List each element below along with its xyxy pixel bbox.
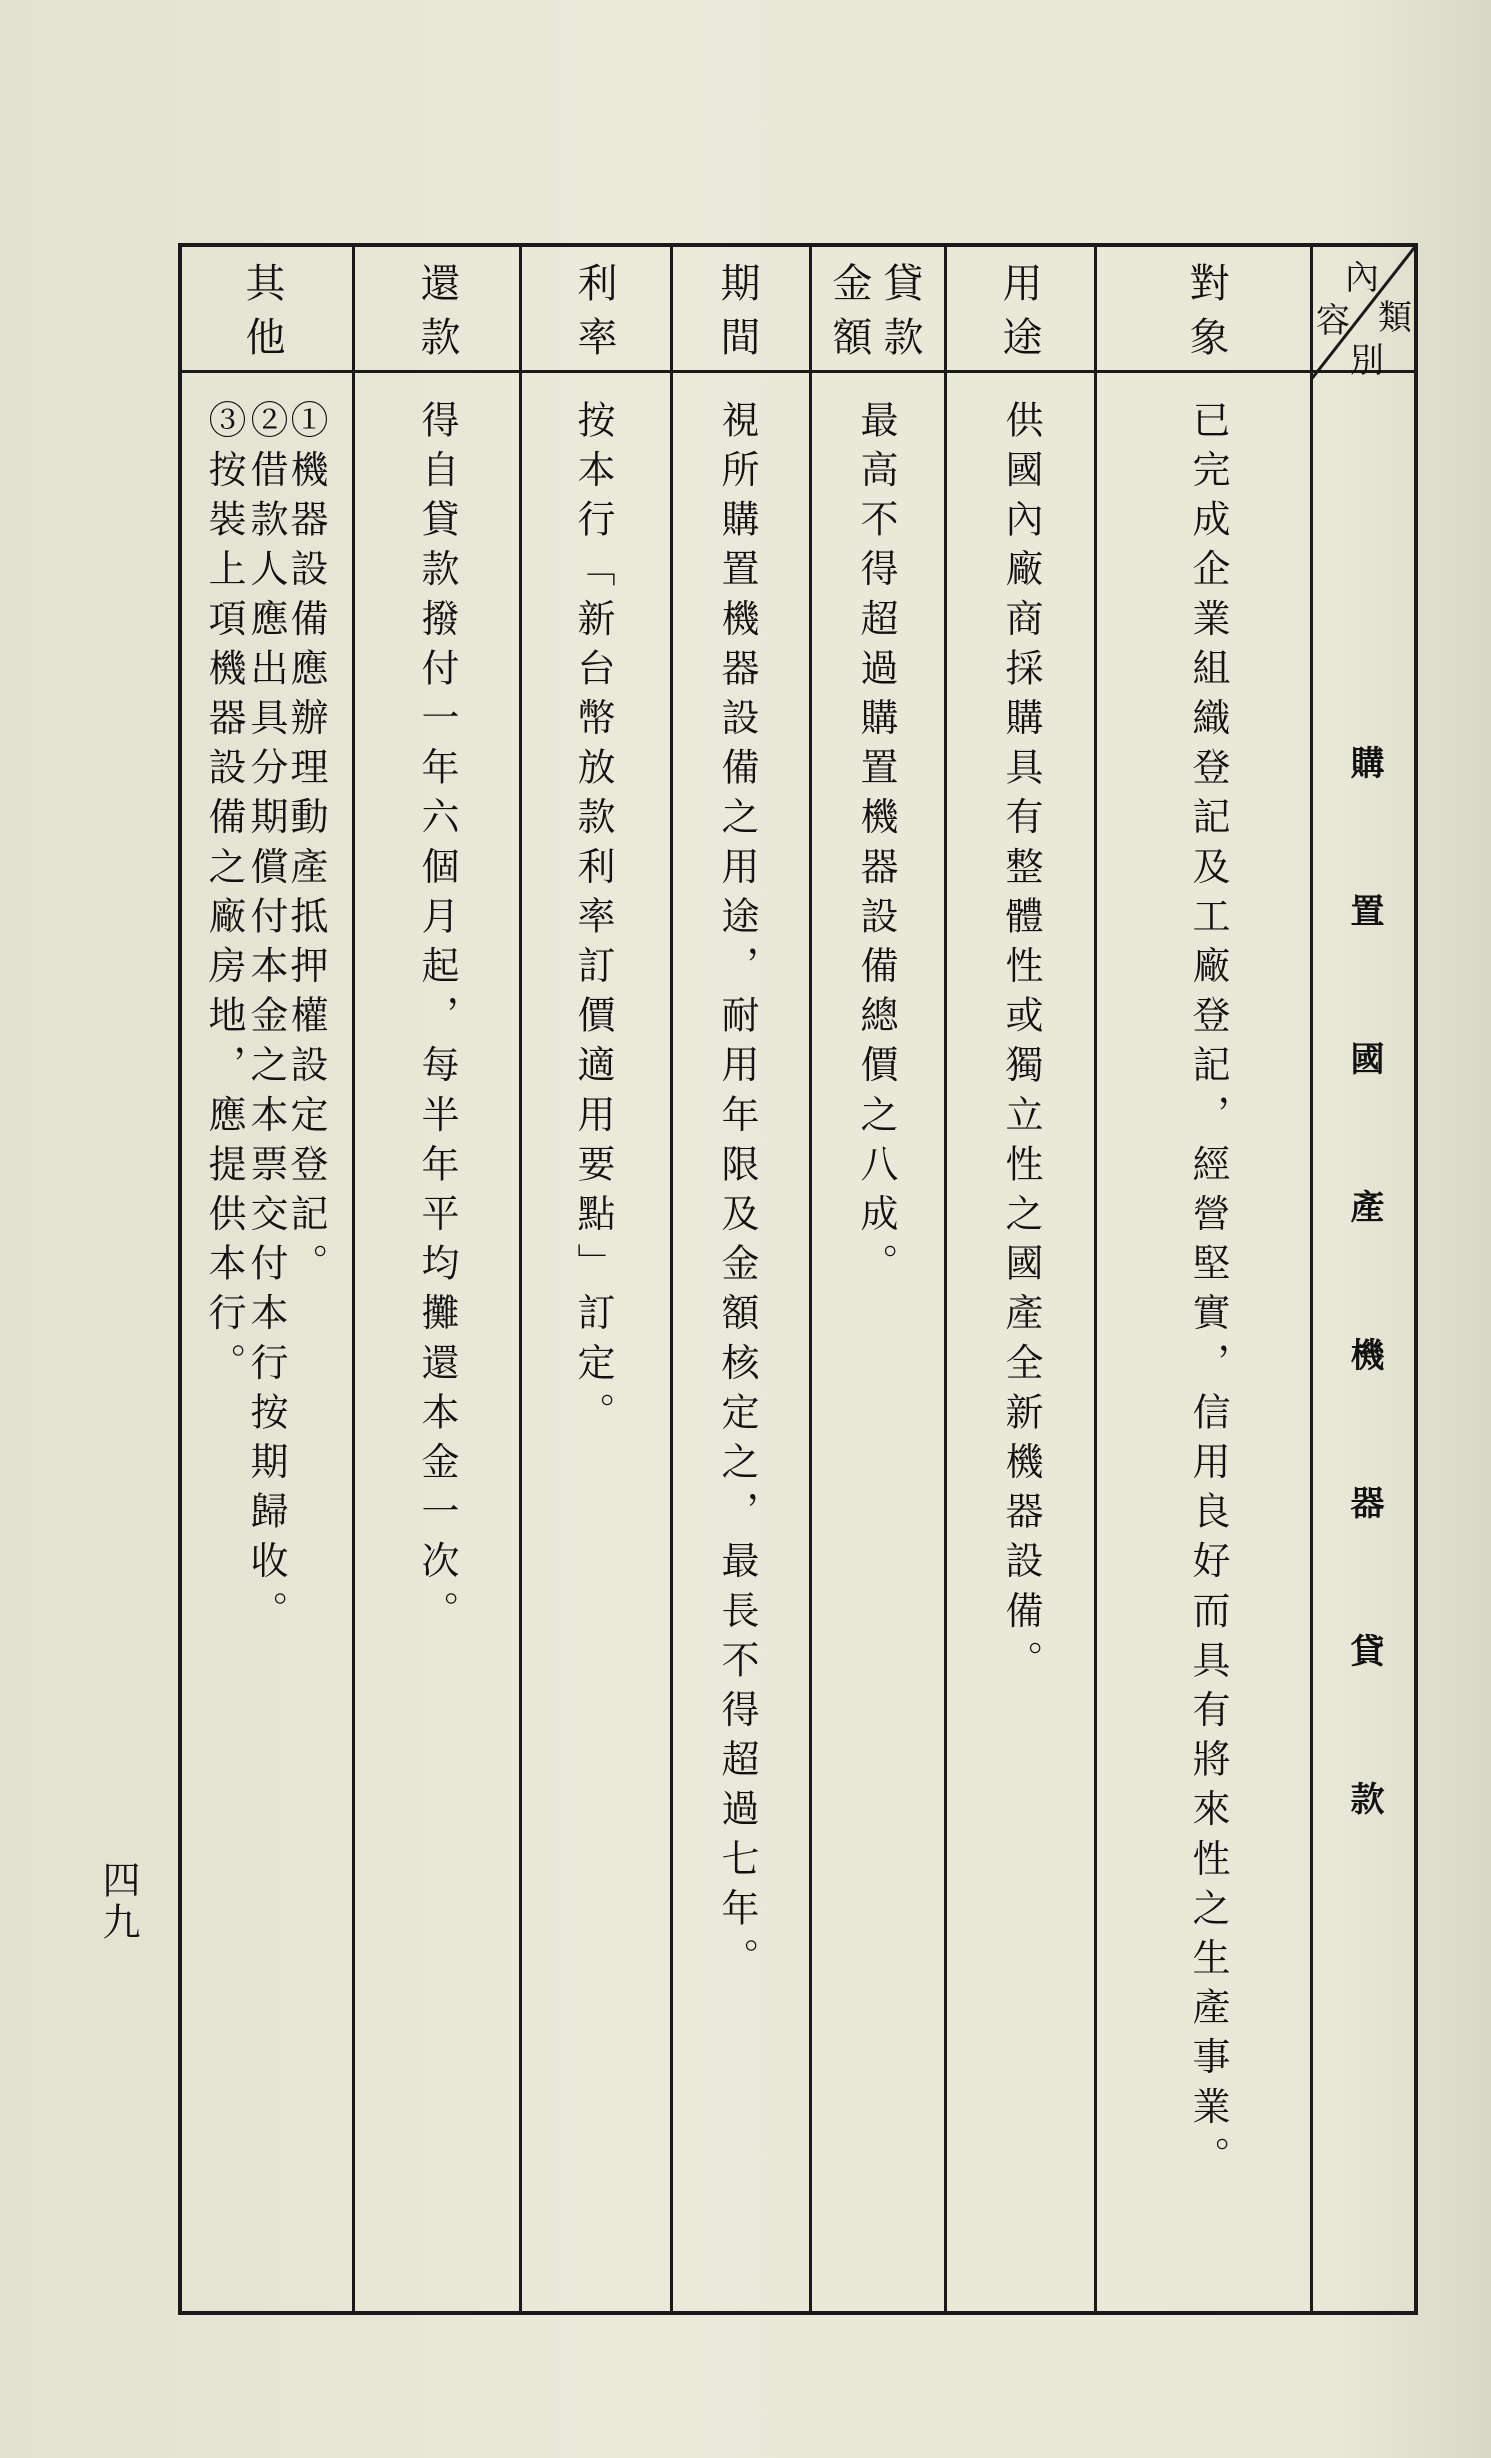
content-interest: 按本行「新台幣放款利率訂價適用要點」訂定。 [571,400,615,1442]
column-divider [1310,247,1313,2311]
header-row-divider [182,370,1414,373]
header-repayment: 還款 [414,262,460,370]
page-number: 四九 [96,1860,140,1944]
diag-label-nei: 內 [1345,258,1379,298]
header-usage: 用途 [996,262,1042,370]
diag-label-bie: 別 [1350,341,1384,381]
content-target: 已完成企業組織登記及工廠登記，經營堅實，信用良好而具有將來性之生產事業。 [1186,400,1230,2186]
content-repayment: 得自貸款撥付一年六個月起，每半年平均攤還本金一次。 [415,400,459,1640]
column-divider [670,247,673,2311]
table-title: 購置國產機器貸款 [1344,745,1384,1929]
diag-label-lei: 類 [1378,298,1412,338]
header-loan-amount-line1: 貸款 [877,262,923,370]
header-period: 期間 [714,262,760,370]
content-loan-amount: 最高不得超過購置機器設備總價之八成。 [854,400,898,1293]
column-divider [944,247,947,2311]
header-target: 對象 [1183,262,1229,370]
column-divider [352,247,355,2311]
column-divider [519,247,522,2311]
header-loan-amount-line2: 金額 [826,262,872,370]
content-usage: 供國內廠商採購具有整體性或獨立性之國產全新機器設備。 [999,400,1043,1690]
column-divider [809,247,812,2311]
loan-table [178,243,1418,2315]
column-divider [1094,247,1097,2311]
diag-label-rong: 容 [1316,301,1350,341]
content-period: 視所購置機器設備之用途，耐用年限及金額核定之，最長不得超過七年。 [715,400,759,1988]
header-interest: 利率 [571,262,617,370]
other-item-1: ①機器設備應辦理動產抵押權設定登記。 [284,400,328,1293]
other-item-3: ③按裝上項機器設備之廠房地，應提供本行。 [202,400,246,1392]
header-other: 其他 [239,262,285,370]
other-item-2: ②借款人應出具分期償付本金之本票交付本行按期歸收。 [244,400,288,1640]
